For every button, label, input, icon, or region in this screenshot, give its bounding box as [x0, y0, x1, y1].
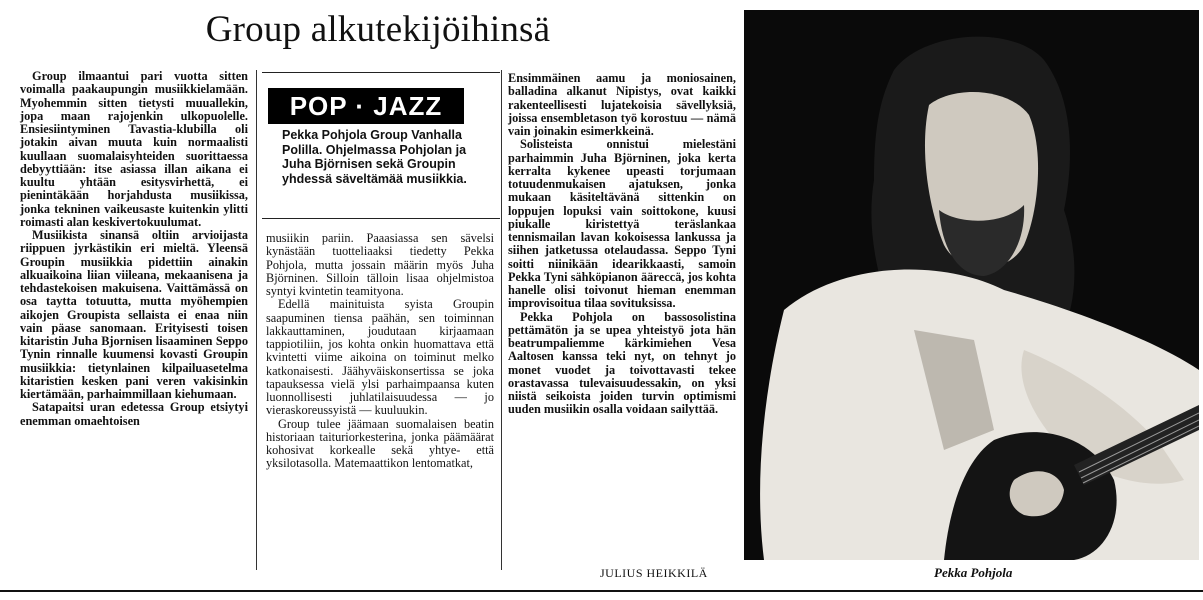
deck-divider [262, 218, 500, 219]
byline: JULIUS HEIKKILÄ [600, 566, 708, 580]
headline: Group alkutekijöihinsä [205, 9, 551, 50]
paragraph: Musiikista sinansä oltiin arvioijasta riippuen jyrkästikin eri mieltä. Yleensä Groupin musiikkia pidettiin ainakin alkuaikoina liian viileana, mekaanisena ja tehdastekoisen makuisena. Vaittämässä on osa taytta totuutta, mutta myöhempien aikojen Groupista sellaista ei enaa niin vain päase sanomaan. Erityisesti toisen kitaristin Juha Bjornisen lisaaminen Seppo Tynin rinnalle kuumensi kovasti Groupin musiikkia: tietynlainen kilpailuasetelma kitaristien kesken pani veren vakisinkin kiertämään, parhaimmillaan kiehumaan. [20, 228, 248, 401]
paragraph: Satapaitsi uran edetessa Group etsiytyi enemman omaehtoisen [20, 400, 248, 428]
section-top-rule [262, 72, 500, 83]
article-column-1 [20, 70, 248, 428]
paragraph: Pekka Pohjola on bassosolistina pettämätön ja se upea yhteistyö jota hän beatrumpaliemme kärkimiehen Vesa Aaltosen kanssa teki nyt, on tehnyt jo monet vuodet ja toivottavasti tekee orastavassa tulevaisuudessakin, on yksi niistä seikoista joiden turvin optimismi uuden musiikin osalla voidaan sailyttää. [508, 309, 736, 417]
photo-caption: Pekka Pohjola [934, 565, 1013, 580]
paragraph: Group tulee jäämaan suomalaisen beatin historiaan taituriorkesterina, jonka päämäärat kohosivat korkealle sekä yhtye- että yksilotasolla. Matemaattikon lentomatkat, [266, 416, 494, 471]
paragraph: Group ilmaantui pari vuotta sitten voimalla paakaupungin musiikkielamään. Myohemmin sitten tietysti muuallekin, jopa maan rajojenkin ulkopuolelle. Ensiesiintyminen Tavastia-klubilla oli jotakin aivan muuta kuin normaalisti kuullaan suomalaisyhteiden suorittaessa debyyttiään: itse asiassa illan aikana ei kuultu yhtään esitysvirhettä, ei pienintäkään horjahdusta musiikissa, jonka tekninen vaikeusaste kuitenkin ylitti roimasti alan keskivertokuulumat. [20, 69, 248, 229]
paragraph: musiikin pariin. Paaasiassa sen sävelsi kynästään tuotteliaaksi tiedetty Pekka Pohjola, mutta jossain määrin myös Juha Björninen. Silloin tälloin lisaa ohjelmistoa syntyi kvintetin teamityona. [266, 231, 494, 298]
paragraph: Solisteista onnistui mielestäni parhaimmin Juha Björninen, joka kerta kerralta kykenee upeasti torjumaan totuudenmukaisen ajatuksen, jonka mukaan käsiteltävänä sittenkin on loppujen lopuksi vain soittokone, kuusi piukalle kiristettyä teräslankaa tennismailan lavan kokoisessa lankussa ja siihen jatketussa otelaudassa. Seppo Tyni soitti niinikään idearikkaasti, samoin Pekka Tyni sähköpianon äärессä, jos kohta hanelle olisi toivonut hieman enemman improvisoitua tilaa sovituksissa. [508, 137, 736, 311]
photo-image [744, 10, 1199, 560]
paragraph: Ensimmäinen aamu ja moniosainen, balladina alkanut Nipistys, ovat kaikki rakenteellisesti lujatekoisia sävellyksiä, joissa ensembletason työ korostuu — nämä vain joinakin esimerkkeinä. [508, 71, 736, 138]
column-divider [501, 70, 502, 570]
column-divider [256, 70, 257, 570]
paragraph: Edellä mainituista syista Groupin saapuminen tiensa paähän, sen toiminnan lakkauttaminen, joudutaan kirjaamaan tappiotiliin, jos kohta onkin huomattava että kvintetti viime aikoina on toiminut melko katkonaisesti. Jäähyväiskonsertissa se joka tapauksessa vielä ylsi parhaimpaansa kuten luonnollisesti juhlatilaisuudessa — jo vieraskoreussyistä — kuuluukin. [266, 297, 494, 418]
photo-pekka-pohjola [744, 10, 1199, 560]
page-bottom-rule [0, 590, 1203, 592]
section-kicker: POP · JAZZ [268, 88, 464, 124]
article-column-2 [266, 232, 494, 471]
article-deck: Pekka Pohjola Group Vanhalla Polilla. Ohjelmassa Pohjolan ja Juha Björnisen sekä Groupin yhdessä säveltämää musiikkia. [282, 128, 467, 186]
article-column-3 [508, 72, 736, 417]
